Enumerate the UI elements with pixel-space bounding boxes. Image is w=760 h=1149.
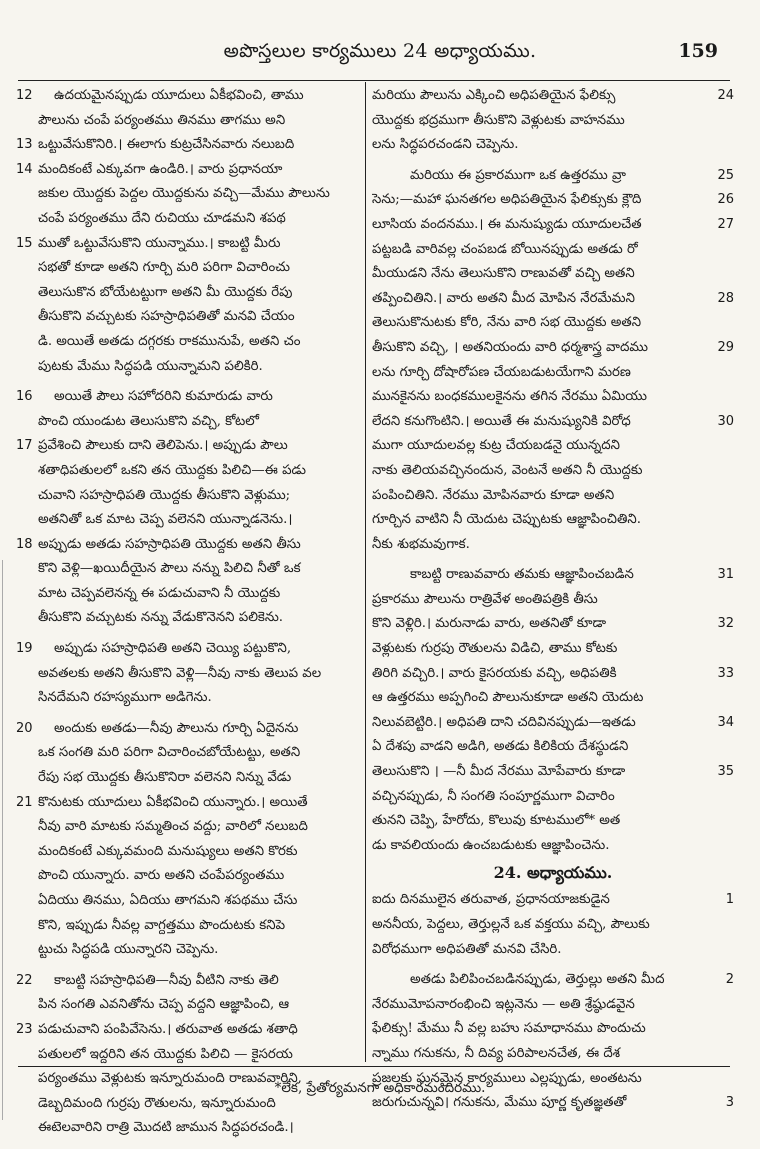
verse-number: 27 bbox=[717, 216, 734, 232]
footnote: *లేక, ప్రేతోర్యమనగా అధికారమందిరము. bbox=[274, 1080, 486, 1096]
text-line bbox=[372, 133, 734, 158]
text-line bbox=[16, 281, 354, 306]
text-line bbox=[372, 809, 734, 834]
text-line bbox=[372, 434, 734, 459]
verse-text: రేపు సభ యొద్దకు తీసుకొనిరా వలెనని నిన్ను వేడు bbox=[38, 770, 292, 786]
verse-text: విరోధముగా అధిపతితో మనవి చేసిరి. bbox=[372, 941, 562, 957]
verse-text: తప్పించితిని.। వారు అతని మీద మోపిన నేరమేమని bbox=[372, 290, 635, 306]
verse-text: లను గూర్చి దోషారోపణ చేయబడుటయేగాని మరణ bbox=[372, 364, 631, 380]
verse-text: తీసుకొని వచ్చుటకు నన్ను వేడుకొనెనని పలికెను. bbox=[38, 610, 284, 626]
verse-text: ఆ ఉత్తరము అప్పగించి పౌలునుకూడా అతని యెదుట bbox=[372, 690, 644, 706]
text-line bbox=[16, 914, 354, 939]
text-line bbox=[372, 563, 734, 588]
text-line bbox=[372, 385, 734, 410]
verse-text: ముగా యూదులవల్ల కుట్ర చేయబడనై యున్నదని bbox=[372, 438, 620, 454]
text-line bbox=[16, 434, 354, 459]
verse-number: 16 bbox=[16, 389, 33, 405]
verse-text: శతాధిపతులలో ఒకని తన యొద్దకు పిలిచి—ఈ పడు bbox=[38, 462, 306, 478]
verse-number: 18 bbox=[16, 536, 33, 552]
verse-number: 30 bbox=[717, 413, 734, 429]
text-line bbox=[16, 815, 354, 840]
text-line bbox=[16, 256, 354, 281]
text-line bbox=[372, 238, 734, 263]
verse-text: అప్పుడు సహస్రాధిపతి అతని చెయ్యి పట్టుకొని, bbox=[54, 641, 292, 657]
verse-text: ఒక సంగతి మరి పరిగా విచారించబోయేటట్టు, అతని bbox=[38, 745, 301, 761]
verse-text: అవతలకు అతని తీసుకొని వెళ్లి—నీవు నాకు తెలుప వల bbox=[38, 665, 322, 681]
header-rule bbox=[18, 80, 730, 81]
verse-text: కొని, ఇప్పుడు నీవల్ల వాగ్దత్తము పొందుటకు కనిపె bbox=[38, 917, 286, 933]
verse-text: డెబ్బదిమంది గుర్రపు రౌతులను, ఇన్నూరుమంది bbox=[38, 1095, 276, 1111]
text-line bbox=[372, 164, 734, 189]
verse-text: ఈటెలవారిని రాత్రి మొదటి జామున సిద్ధపరచండి.। bbox=[38, 1120, 294, 1136]
text-line bbox=[372, 336, 734, 361]
verse-number: 1 bbox=[725, 892, 734, 908]
verse-number: 28 bbox=[717, 290, 734, 306]
text-line bbox=[16, 840, 354, 865]
verse-text: తీసుకొని వచ్చి, । అతనియందు వారి ధర్మశాస్త్ర వాదము bbox=[372, 339, 649, 355]
verse-text: లూసియ వందనము.। ఈ మనుష్యుడు యూదులచేత bbox=[372, 216, 642, 232]
verse-text: పొంచి యుండుట తెలుసుకొని వచ్చి, కోటలో bbox=[38, 413, 259, 429]
verse-number: 14 bbox=[16, 161, 33, 177]
text-line bbox=[16, 305, 354, 330]
text-line bbox=[372, 188, 734, 213]
verse-text: కొనుటకు యూదులు ఏకీభవించి యున్నారు.। అయితే bbox=[38, 794, 308, 810]
verse-number: 32 bbox=[717, 616, 734, 632]
text-line bbox=[16, 637, 354, 662]
verse-number: 20 bbox=[16, 720, 33, 736]
text-line bbox=[16, 969, 354, 994]
text-line bbox=[16, 232, 354, 257]
text-line bbox=[372, 968, 734, 993]
verse-text: పుటకు మేము సిద్ధపడి యున్నామని పలికిరి. bbox=[38, 358, 263, 374]
verse-text: సినదేమని రహస్యముగా అడిగెను. bbox=[38, 690, 212, 706]
verse-text: పంపించితిని. నేరము మోపినవారు కూడా అతని bbox=[372, 487, 615, 503]
verse-number: 33 bbox=[717, 665, 734, 681]
text-line bbox=[372, 785, 734, 810]
text-line bbox=[372, 834, 734, 859]
verse-text: నీవు వారి మాటకు సమ్మతించ వద్దు; వారిలో నలుబది bbox=[38, 819, 308, 835]
text-line bbox=[372, 588, 734, 613]
verse-text: ఐదు దినములైన తరువాత, ప్రధానయాజకుడైన bbox=[372, 892, 610, 908]
text-line bbox=[372, 637, 734, 662]
verse-text: తెలుసుకొని । —నీ మీద నేరము మోపేవారు కూడా bbox=[372, 764, 626, 780]
text-line bbox=[16, 582, 354, 607]
verse-number: 21 bbox=[16, 794, 33, 810]
verse-text: మరియు పౌలును ఎక్కించి అధిపతియైన ఫేలిక్సు bbox=[372, 88, 616, 103]
verse-text: మునకైనను బంధకములకైనను తగిన నేరము ఏమియు bbox=[372, 389, 648, 405]
verse-text: డి. అయితే అతడు దగ్గరకు రాకమునుపే, అతని చం bbox=[38, 333, 301, 349]
text-line bbox=[16, 606, 354, 631]
verse-text: డు కావలియందు ఉంచబడుటకు ఆజ్ఞాపించెను. bbox=[372, 837, 610, 853]
verse-text: పిన సంగతి ఎవనితోను చెప్ప వద్దని ఆజ్ఞాపించి, ఆ bbox=[38, 997, 290, 1013]
text-line bbox=[16, 459, 354, 484]
verse-text: మందికంటే ఎక్కువమంది మనుష్యులు అతని కొరకు bbox=[38, 843, 298, 859]
text-line bbox=[16, 207, 354, 232]
running-title: అపొస్తలుల కార్యములు 24 అధ్యాయము. bbox=[223, 40, 537, 62]
verse-text: ప్రకారము పౌలును రాత్రివేళ అంతిపత్రికి తీసు bbox=[372, 591, 598, 607]
verse-text: ట్టుచు సిద్ధపడి యున్నారని చెప్పెను. bbox=[38, 942, 219, 958]
text-line bbox=[16, 385, 354, 410]
verse-number: 29 bbox=[717, 339, 734, 355]
verse-text: చువాని సహస్రాధిపతి యొద్దకు తీసుకొని వెళ్లుము; bbox=[38, 487, 291, 503]
verse-text: అయితే పౌలు సహోదరిని కుమారుడు వారు bbox=[54, 389, 273, 405]
text-line bbox=[16, 1018, 354, 1043]
page-number: 159 bbox=[678, 40, 718, 62]
text-line bbox=[16, 741, 354, 766]
verse-text: పౌలును చంపే పర్యంతము తినము తాగము అని bbox=[38, 112, 286, 128]
verse-text: పర్యంతము వెళ్లుటకు ఇన్నూరుమంది రాణువవారిని, bbox=[38, 1071, 302, 1087]
text-line bbox=[372, 533, 734, 558]
verse-text: పడుచువాని పంపివేసెను.। తరువాత అతడు శతాధి bbox=[38, 1021, 298, 1037]
verse-number: 19 bbox=[16, 641, 33, 657]
verse-number: 34 bbox=[717, 714, 734, 730]
text-line bbox=[372, 1042, 734, 1067]
text-line bbox=[372, 311, 734, 336]
verse-text: పతులలో ఇద్దరిని తన యొద్దకు పిలిచి — కైసరయ bbox=[38, 1046, 293, 1062]
verse-text: తెలుసుకొన బోయేటట్టుగా అతని మీ యొద్దకు రేపు bbox=[38, 284, 293, 300]
verse-number: 23 bbox=[16, 1021, 33, 1037]
text-line bbox=[372, 662, 734, 687]
verse-number: 12 bbox=[16, 88, 33, 103]
text-line bbox=[16, 557, 354, 582]
verse-text: కొని వెళ్లిరి.। మరునాడు వారు, అతనితో కూడా bbox=[372, 616, 607, 632]
verse-text: మందికంటే ఎక్కువగా ఉండిరి.। వారు ప్రధానయా bbox=[38, 161, 283, 177]
verse-text: కాబట్టి రాణువవారు తమకు ఆజ్ఞాపించబడిన bbox=[410, 567, 634, 583]
verse-number: 15 bbox=[16, 235, 33, 251]
verse-text: అననీయ, పెద్దలు, తెర్తుల్లనే ఒక వక్తయు వచ్చి, పౌలుకు bbox=[372, 917, 650, 932]
left-column bbox=[16, 84, 354, 1141]
verse-number: 2 bbox=[725, 972, 734, 988]
verse-text: పట్టబడి వారివల్ల చంపబడ బోయినప్పుడు అతడు రో bbox=[372, 241, 638, 257]
text-line bbox=[372, 711, 734, 736]
verse-text: ఫేలిక్సు! మేము నీ వల్ల బహు సమాధానము పొందుచు bbox=[372, 1021, 646, 1037]
verse-text: ప్రవేశించి పౌలుకు దాని తెలిపెను.। అప్పుడు పౌలు bbox=[38, 438, 288, 454]
verse-number: 35 bbox=[717, 764, 734, 780]
text-line bbox=[372, 410, 734, 435]
text-line bbox=[16, 1043, 354, 1068]
text-line bbox=[372, 993, 734, 1018]
text-line bbox=[16, 662, 354, 687]
right-column bbox=[372, 84, 734, 1116]
verse-text: నేరముమోపనారంభించి ఇట్లనెను — అతి శ్రేష్ఠుడవైన bbox=[372, 996, 635, 1012]
text-line bbox=[16, 864, 354, 889]
text-line bbox=[16, 993, 354, 1018]
text-line bbox=[372, 1017, 734, 1042]
text-line bbox=[372, 84, 734, 109]
text-line bbox=[16, 791, 354, 816]
text-line bbox=[372, 109, 734, 134]
verse-text: అతడు పిలిపించబడినప్పుడు, తెర్తుల్లు అతని మీద bbox=[410, 972, 665, 988]
verse-text: ముతో ఒట్టువేసుకొని యున్నాము.। కాబట్టి మీరు bbox=[38, 235, 281, 251]
column-divider bbox=[365, 82, 366, 1062]
verse-text: మీయుడని నేను తెలుసుకొని రాణువతో వచ్చి అతని bbox=[372, 266, 635, 282]
text-line bbox=[16, 182, 354, 207]
verse-text: ఉదయమైనప్పుడు యూదులు ఏకీభవించి, తాము bbox=[54, 88, 304, 103]
verse-text: నాకు తెలియవచ్చినందున, వెంటనే అతని నీ యొద్దకు bbox=[372, 462, 643, 478]
text-line bbox=[16, 133, 354, 158]
text-line bbox=[372, 760, 734, 785]
verse-text: అందుకు అతడు—నీవు పౌలును గూర్చి ఏదైనను bbox=[54, 720, 299, 736]
text-line bbox=[372, 213, 734, 238]
verse-text: లేదని కనుగొంటిని.। అయితే ఈ మనుష్యునికి విరోధ bbox=[372, 413, 631, 429]
verse-text: ఏ దేశపు వాడని అడిగి, అతడు కిలికియ దేశస్థుడని bbox=[372, 739, 629, 755]
text-line bbox=[372, 612, 734, 637]
verse-text: తెలుసుకొనుటకు కోరి, నేను వారి సభ యొద్దకు అతని bbox=[372, 315, 642, 331]
text-line bbox=[372, 735, 734, 760]
footnote-rule bbox=[18, 1066, 730, 1067]
verse-number: 26 bbox=[717, 192, 734, 208]
verse-number: 3 bbox=[725, 1095, 734, 1111]
chapter-heading: 24. అధ్యాయము. bbox=[493, 863, 613, 883]
verse-number: 25 bbox=[717, 167, 734, 183]
text-line bbox=[372, 484, 734, 509]
verse-number: 22 bbox=[16, 972, 33, 988]
verse-number: 24 bbox=[717, 88, 734, 103]
text-line bbox=[16, 84, 354, 109]
verse-text: కాబట్టి సహస్రాధిపతి—నీవు వీటిని నాకు తెలి bbox=[54, 972, 279, 988]
text-line bbox=[372, 361, 734, 386]
verse-text: న్నాము గనుకను, నీ దివ్య పరిపాలనచేత, ఈ దేశ bbox=[372, 1045, 621, 1061]
text-line bbox=[372, 262, 734, 287]
verse-text: ఏదియు తినము, ఏదియు తాగమని శపథము చేసు bbox=[38, 893, 298, 908]
verse-number: 17 bbox=[16, 438, 33, 454]
verse-text: అప్పుడు అతడు సహస్రాధిపతి యొద్దకు అతని తీసు bbox=[38, 536, 301, 552]
text-line bbox=[16, 1116, 354, 1141]
page-header bbox=[0, 40, 760, 74]
text-line bbox=[16, 109, 354, 134]
verse-text: నీకు శుభమవుగాక. bbox=[372, 536, 470, 552]
verse-text: పొంచి యున్నారు. వారు అతని చంపేపర్యంతము bbox=[38, 868, 285, 884]
verse-text: వెళ్లుటకు గుర్రపు రౌతులను విడిచి, తాము కోటకు bbox=[372, 641, 618, 657]
verse-text: సభతో కూడా అతని గూర్చి మరి పరిగా విచారించు bbox=[38, 260, 290, 276]
verse-number: 31 bbox=[717, 567, 734, 583]
text-line bbox=[372, 913, 734, 938]
text-line bbox=[16, 766, 354, 791]
text-line bbox=[16, 717, 354, 742]
text-line bbox=[16, 533, 354, 558]
text-line bbox=[372, 459, 734, 484]
text-line bbox=[372, 287, 734, 312]
text-line bbox=[372, 888, 734, 913]
verse-text: తిరిగి వచ్చిరి.। వారు కైసరయకు వచ్చి, అధిపతికి bbox=[372, 665, 617, 681]
verse-text: కొని వెళ్లి—ఖయిదీయైన పౌలు నన్ను పిలిచి నీతో ఒక bbox=[38, 561, 301, 577]
verse-text: తీసుకొని వచ్చుటకు సహస్రాధిపతితో మనవి చేయం bbox=[38, 309, 295, 325]
text-line bbox=[16, 938, 354, 963]
verse-text: జకుల యొద్దకు పెద్దల యొద్దకును వచ్చి—మేము పౌలును bbox=[38, 186, 330, 202]
verse-text: జరుగుచున్నవి। గనుకను, మేము పూర్ణ కృతజ్ఞతతో bbox=[372, 1095, 627, 1111]
verse-text: సెను;—మహా ఘనతగల అధిపతియైన ఫేలిక్సుకు క్లౌది bbox=[372, 192, 642, 208]
text-line bbox=[372, 686, 734, 711]
verse-text: మరియు ఈ ప్రకారముగా ఒక ఉత్తరము వ్రా bbox=[410, 167, 626, 183]
verse-text: తునని చెప్పి, హేరోదు, కొలువు కూటములో* అత bbox=[372, 813, 621, 829]
verse-text: ప్రజలకు ఘనమైన కార్యములు ఎల్లప్పుడు, అంతటను bbox=[372, 1070, 642, 1086]
verse-text: వచ్చినప్పుడు, నీ సంగతి సంపూర్ణముగా విచారిం bbox=[372, 788, 615, 804]
verse-number: 13 bbox=[16, 137, 33, 153]
text-line bbox=[16, 484, 354, 509]
verse-text: మాట చెప్పవలెనన్న ఈ పడుచువాని నీ యొద్దకు bbox=[38, 585, 281, 601]
text-line bbox=[16, 330, 354, 355]
text-line bbox=[16, 158, 354, 183]
text-line bbox=[16, 508, 354, 533]
verse-text: అతనితో ఒక మాట చెప్ప వలెనని యున్నాడనెను.। bbox=[38, 512, 293, 528]
verse-text: చంపే పర్యంతము దేని రుచియు చూడమని శపథ bbox=[38, 210, 286, 226]
text-line bbox=[16, 355, 354, 380]
text-line bbox=[16, 410, 354, 435]
page-edge-mark bbox=[2, 560, 11, 1120]
text-line bbox=[372, 938, 734, 963]
verse-text: లను సిద్ధపరచండని చెప్పెను. bbox=[372, 137, 519, 153]
verse-text: ఒట్టువేసుకొనిరి.। ఈలాగు కుట్రచేసినవారు నలుబది bbox=[38, 137, 295, 153]
verse-text: నిలువబెట్టిరి.। అధిపతి దాని చదివినప్పుడు—ఇతడు bbox=[372, 714, 636, 730]
text-line bbox=[16, 889, 354, 914]
verse-text: గూర్చిన వాటిని నీ యెదుట చెప్పుటకు ఆజ్ఞాపించితిని. bbox=[372, 512, 641, 528]
text-line bbox=[372, 508, 734, 533]
verse-text: యొద్దకు భద్రముగా తీసుకొని వెళ్లుటకు వాహనము bbox=[372, 112, 625, 128]
text-line bbox=[16, 686, 354, 711]
